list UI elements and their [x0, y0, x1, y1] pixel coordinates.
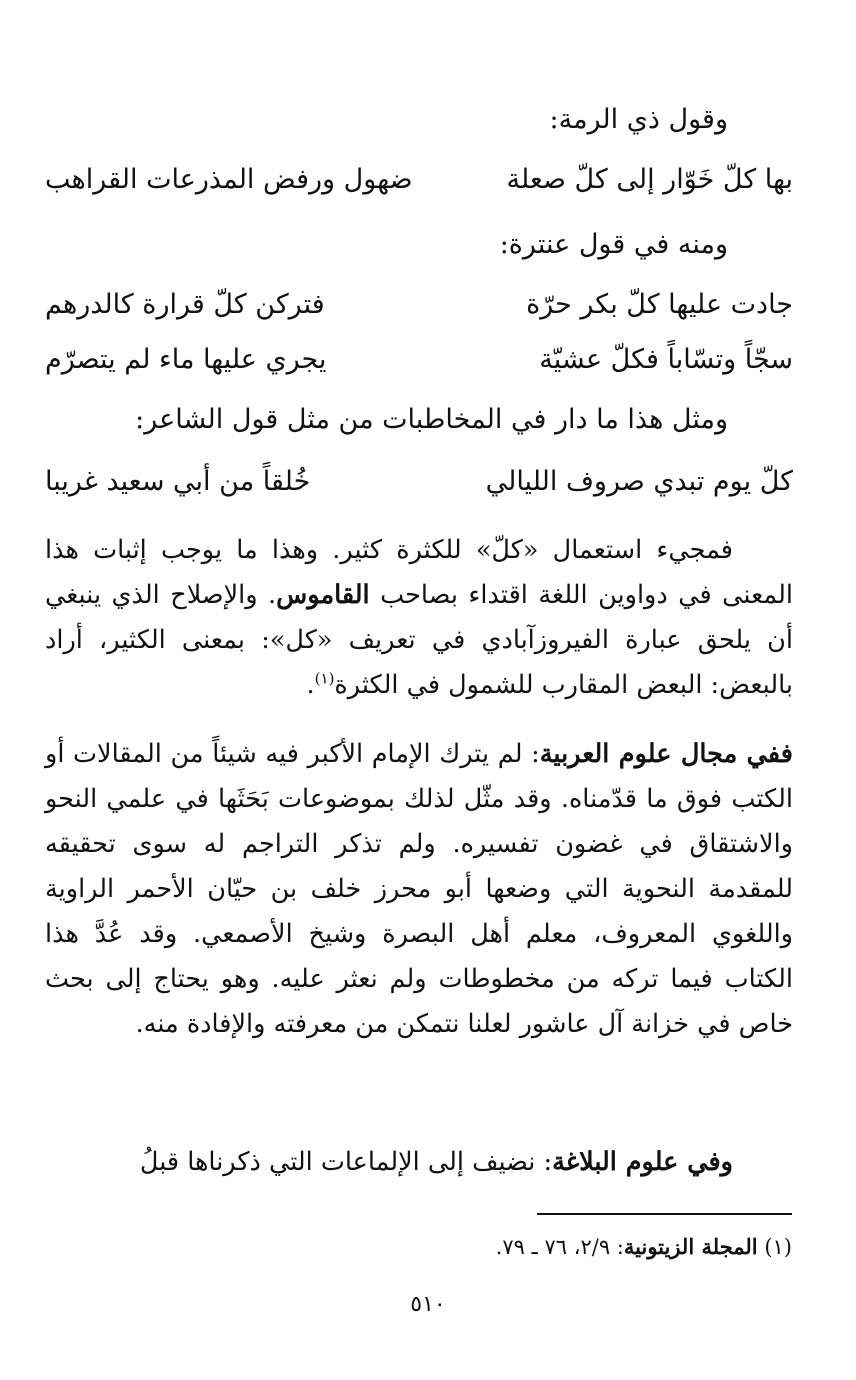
intro-antara: ومنه في قول عنترة: — [499, 229, 728, 260]
paragraph-1-text-a: فمجيء استعمال «كلّ» للكثرة كثير. وهذا ما يوجب إثبات هذا المعنى في دواوين اللغة اقتداء بصاحب — [45, 535, 794, 610]
intro-poet: ومثل هذا ما دار في المخاطبات من مثل قول الشاعر: — [135, 404, 728, 435]
paragraph-2-text: : لم يترك الإمام الأكبر فيه شيئاً من المقالات أو الكتب فوق ما قدّمناه. وقد مثّل لذلك بموضوعات بَحَثَها في علمي النحو والاشتقاق في غضون تفسيره. ولم تذكر التراجم له سوى تحقيقه للمقدمة النحوية التي وضعها أبو محرز خلف بن حيّان الأحمر الراوية واللغوي المعروف، معلم أهل البصرة وشيخ الأصمعي. وقد عُدَّ هذا الكتاب فيما تركه من مخطوطات ولم نعثر عليه. وهو يحتاج إلى بحث خاص في خزانة آل عاشور لعلنا نتمكن من معرفته والإفادة منه. — [45, 739, 793, 1039]
verse-4-second-hemistich: خُلقاً من أبي سعيد غريبا — [45, 466, 311, 497]
footnote-marker: (١) — [764, 1235, 792, 1259]
intro-dhi-al-rumma: وقول ذي الرمة: — [549, 104, 728, 135]
verse-line-1 — [45, 160, 793, 200]
page-number: ٥١٠ — [410, 1292, 446, 1317]
paragraph-arabic-sciences — [45, 732, 793, 1047]
footnote-separator — [537, 1213, 792, 1215]
verse-2-first-hemistich: جادت عليها كلّ بكر حرّة — [526, 289, 793, 320]
footnote-source: المجلة الزيتونية — [623, 1234, 758, 1259]
verse-3-second-hemistich: يجري عليها ماء لم يتصرّم — [45, 344, 327, 375]
paragraph-kull-meaning — [45, 528, 793, 708]
verse-line-3 — [45, 340, 793, 380]
rhetoric-heading: وفي علوم البلاغة — [552, 1147, 733, 1177]
footnote — [496, 1230, 792, 1264]
qamus-title: القاموس — [276, 580, 370, 610]
paragraph-1-text-b: . والإصلاح الذي ينبغي أن يلحق عبارة الفيروزآبادي في تعريف «كل»: بمعنى الكثير، أراد بالبعض: البعض المقارب للشمول في الكثرة — [45, 580, 793, 700]
verse-1-second-hemistich: ضهول ورفض المذرعات القراهب — [45, 164, 413, 195]
paragraph-rhetoric — [45, 1140, 793, 1185]
verse-line-4 — [45, 462, 793, 502]
verse-4-first-hemistich: كلّ يوم تبدي صروف الليالي — [485, 466, 793, 497]
paragraph-3-text: : نضيف إلى الإلماعات التي ذكرناها قبلُ — [139, 1147, 553, 1177]
paragraph-1-text-c: . — [306, 670, 315, 700]
verse-line-2 — [45, 285, 793, 325]
footnote-reference-pages: : ٢/٩، ٧٦ ـ ٧٩. — [495, 1235, 624, 1259]
verse-1-first-hemistich: بها كلّ خَوّار إلى كلّ صعلة — [506, 164, 793, 195]
verse-2-second-hemistich: فتركن كلّ قرارة كالدرهم — [45, 289, 325, 320]
footnote-reference: (١) — [314, 669, 335, 688]
arabic-sciences-heading: ففي مجال علوم العربية — [539, 739, 794, 769]
verse-3-first-hemistich: سجّاً وتسّاباً فكلّ عشيّة — [539, 344, 793, 375]
